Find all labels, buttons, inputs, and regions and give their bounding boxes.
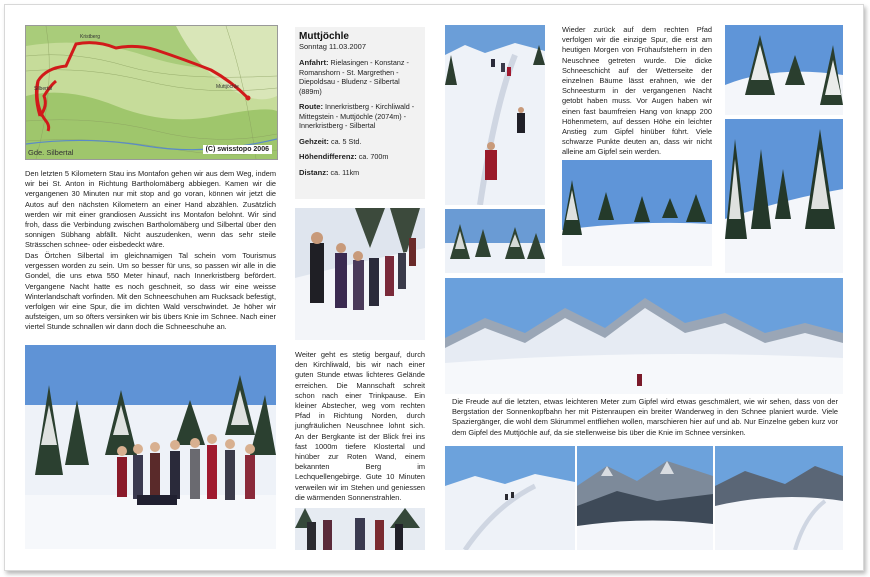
anfahrt-label: Anfahrt: (299, 58, 329, 67)
info-route (299, 102, 421, 131)
map-label-silbertal: Silbertal (34, 86, 53, 92)
snow-tree-top-graphic (725, 25, 843, 115)
gehzeit-value: ca. 5 Std. (330, 136, 362, 146)
article-paragraph-3: Weiter geht es stetig bergauf, durch den Kirchliwald, bis wir nach einer guten Stunde etwas lichteres Gelände erreichen. Die Mannschaft schreit schon nach einer Trinkpause. Ein kleiner Abstecher, weg vom rechten Pfad in Richtung Norden, durch jungfräulichen Neuschnee lohnt sich. An der Bergkante ist der Blick frei ins fast 1000m tiefere Klostertal und hinüber zur Roten Wand, einem bekannten Berg im Lechquellengebirge. Gute 10 Minuten verweilen wir im Stehen und geniessen die wärmenden Sonnenstrahlen. (295, 350, 425, 502)
magazine-spread (4, 4, 864, 571)
summit-3-graphic (715, 446, 843, 550)
photo-snow-tree-top[interactable] (725, 25, 843, 115)
hoehe-value: ca. 700m (358, 152, 389, 161)
tour-info-box (295, 27, 425, 199)
route-value: Innerkristberg - Kirchliwald - Mittegstein - Muttjöchle (2074m) - Innerkristberg - Silbertal (299, 102, 415, 130)
snow-trees-slope-graphic (725, 119, 843, 273)
hikers-photo-graphic (295, 208, 425, 340)
info-anfahrt (299, 58, 421, 96)
small-group-photo-graphic (295, 508, 425, 550)
info-gehzeit (299, 137, 421, 147)
photo-snowshoe-hikers[interactable] (295, 208, 425, 340)
map-label-kristberg: Kristberg (80, 34, 101, 40)
gehzeit-label: Gehzeit: (299, 136, 329, 146)
route-label: Route: (299, 102, 324, 111)
photo-mountain-panorama[interactable] (445, 278, 843, 394)
article-paragraph-5: Die Freude auf die letzten, etwas leichteren Meter zum Gipfel wird etwas geschmälert, wie wir sehen, dass von der Bergstation der Sonnenkopfbahn her mit Pistenraupen ein breiter Wanderweg in den Schnee planiert wurde. Viele Spaziergänger, die wohl dem Skirummel entfliehen wollen, marschieren hier auf und ab. Nur Einzelne geben kurz vor dem Gipfel des Muttjöchle auf, da sie stellenweise bis über die Knie im Schnee versinken. (452, 397, 838, 437)
photo-summit-1[interactable] (445, 446, 575, 550)
summit-2-graphic (577, 446, 713, 550)
group-photo-graphic (25, 345, 276, 549)
summit-1-graphic (445, 446, 575, 550)
hoehe-label: Höhendifferenz: (299, 152, 357, 161)
info-distanz (299, 168, 421, 178)
photo-summit-2[interactable] (577, 446, 713, 550)
photo-snow-trees-slope[interactable] (725, 119, 843, 273)
article-paragraph-2: Das Örtchen Silbertal im gleichnamigen Tal schein vom Tourismus vergessen worden zu sein. Um so besser für uns, so passen wir alle in die Gondel, die uns etwa 550 Meter hinauf, nach Innerkristberg befördert. Vergangene Nacht hatte es noch geschneit, so dass wir eine weisse Winterlandschaft vorfinden. Mit den Schneeschuhen am Rucksack befestigt, verfolgen wir eine Spur, die im dichten Wald verschwindet. Je höher wir aufsteigen, um so öfters versinken wir bis übers Knie im Schnee. Nach einer viertel Stunde schnallen wir dann doch die Schneeschuhe an. (25, 251, 276, 332)
photo-group-in-snow[interactable] (25, 345, 276, 549)
tour-title: Muttjöchle (299, 31, 349, 42)
slope-photo-graphic (445, 25, 545, 205)
map-place-label: Gde. Silbertal (28, 148, 74, 157)
article-paragraph-1: Den letzten 5 Kilometern Stau ins Montafon gehen wir aus dem Weg, indem wir bei St. Anton in Richtung Bartholomäberg abbiegen. Kamen wir die vergangenen 30 Minuten nur mit stop and go voran, können wir jetzt die Autos auf den nächsten Kilometern an einer Hand abzählen. Zusätzlich werden wir mit einer grandiosen Aussicht ins Montafon belohnt. Wir sind froh, dass die Verbindung zwischen Bartholomäberg und Silbertal über den sonnigen Sübhang abfällt. Nicht auszudenken, wenn das sehr steile Strässchen schnee- oder eisbedeckt wäre. (25, 169, 276, 250)
topo-map-graphic (26, 26, 277, 159)
info-hoehe (299, 152, 421, 162)
anfahrt-value: Rielasingen - Konstanz - Romanshorn - St. Margrethen - Diepoldsau - Bludenz - Silbertal (889m) (299, 58, 409, 96)
map-label-muttjoechle: Muttjöchle (216, 84, 239, 90)
snowy-trees-field-graphic (562, 160, 712, 266)
panorama-graphic (445, 278, 843, 394)
distanz-label: Distanz: (299, 167, 329, 177)
article-paragraph-4: Wieder zurück auf dem rechten Pfad verfolgen wir die einzige Spur, die erst am heutigen Morgen von Frühaufstehern in den Neuschnee getreten wurde. Die dicke Schneeschicht auf der Wetterseite der einzelnen Bäume lässt erahnen, wie der Schneesturm in der vergangenen Nacht getobt haben muss. Vor Augen haben wir einen fast baumfreien Hang von knapp 200 Höhenmetern, auf dessen Höhe ein leichter Anstieg zum Gipfel hinüber führt. Viele schwarze Punkte deuten an, dass wir nicht alleine am Gipfel sein werden. (562, 25, 712, 157)
photo-snowy-trees-field[interactable] (562, 160, 712, 266)
route-map[interactable] (25, 25, 278, 160)
photo-group-small[interactable] (295, 508, 425, 550)
tour-date: Sonntag 11.03.2007 (299, 42, 367, 51)
photo-summit-3[interactable] (715, 446, 843, 550)
distanz-value: ca. 11km (330, 167, 360, 177)
photo-snowy-forest-small[interactable] (445, 209, 545, 273)
snowy-forest-small-graphic (445, 209, 545, 273)
map-credit: (C) swisstopo 2006 (203, 145, 272, 154)
photo-hikers-slope[interactable] (445, 25, 545, 205)
